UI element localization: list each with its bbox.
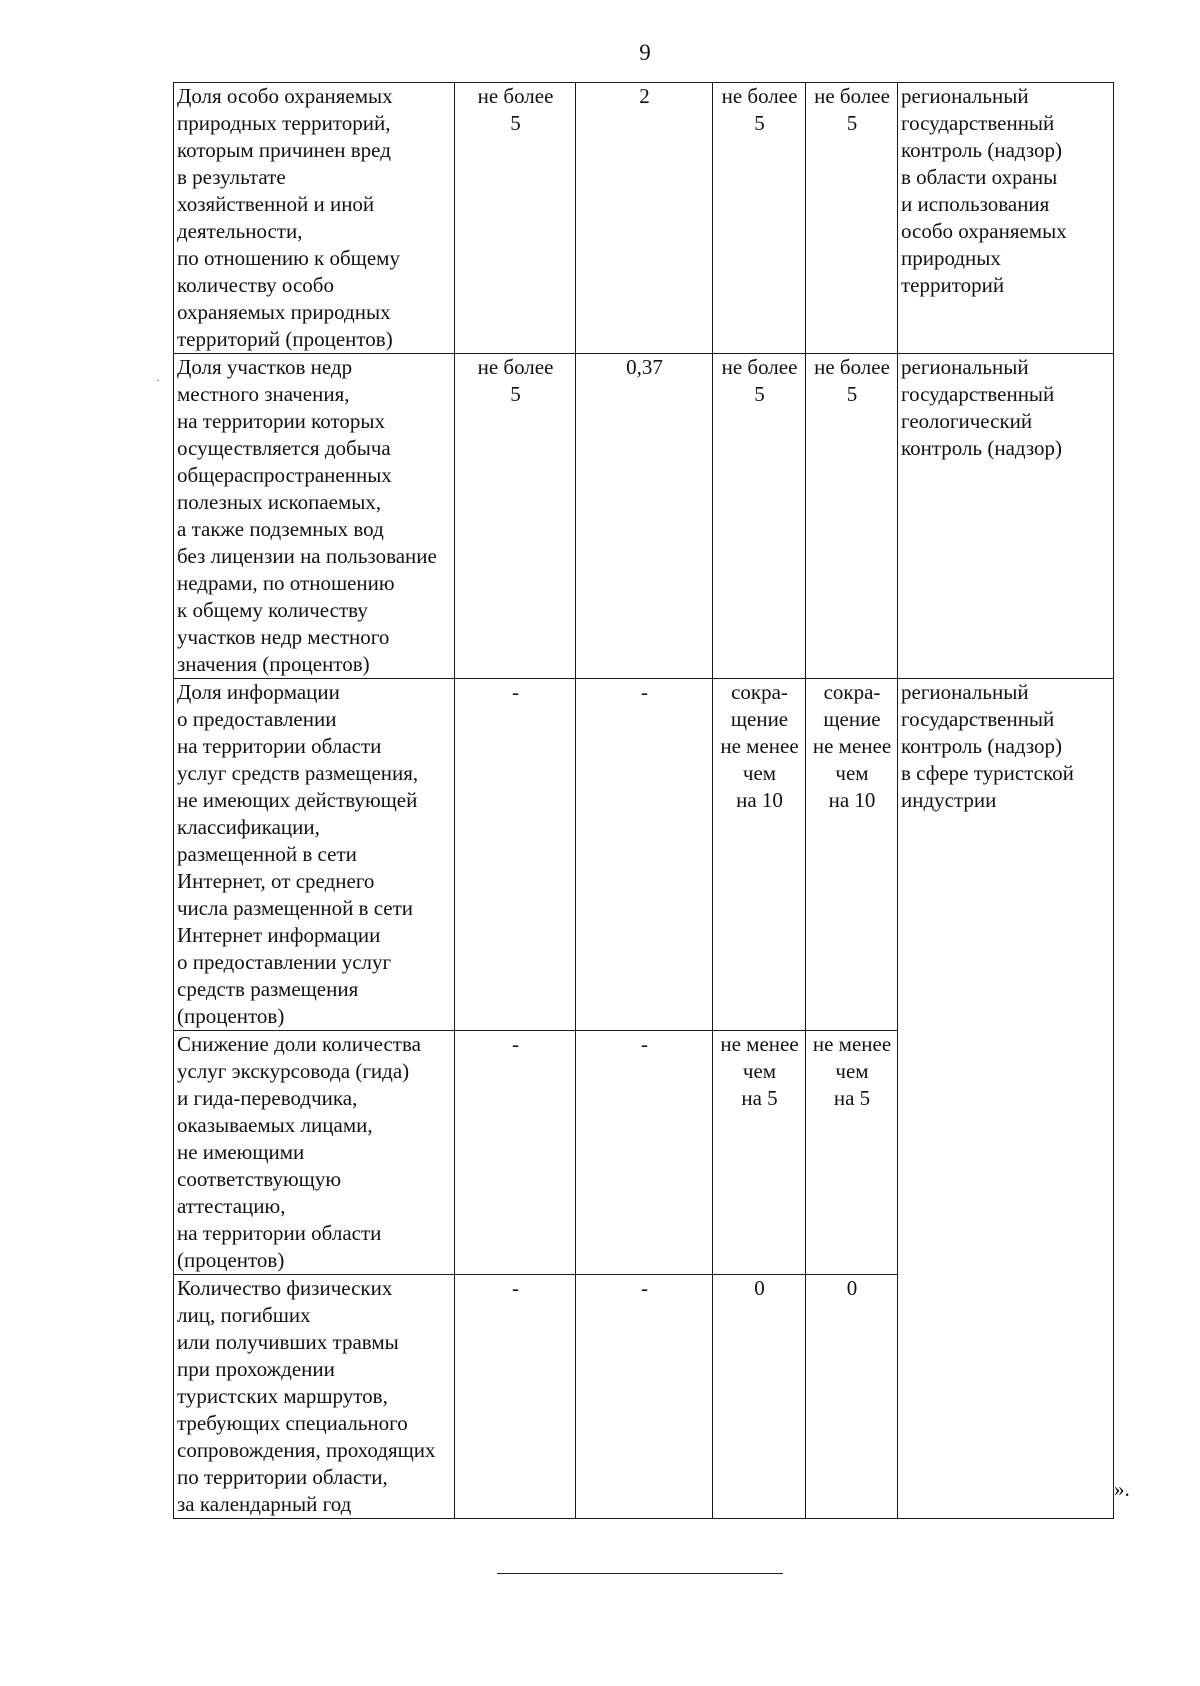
value-cell: 0 xyxy=(713,1275,806,1519)
value-cell: не менее чем на 5 xyxy=(713,1031,806,1275)
value-cell: - xyxy=(455,679,576,1031)
value-cell: не более 5 xyxy=(455,83,576,354)
value-cell: - xyxy=(576,679,713,1031)
control-type-cell: региональный государственный контроль (надзор) в области охраны и использования особо охраняемых природных территорий xyxy=(898,83,1114,354)
value-cell: - xyxy=(455,1031,576,1275)
value-cell: 2 xyxy=(576,83,713,354)
indicator-name-cell: Доля информации о предоставлении на территории области услуг средств размещения, не имеющих действующей классификации, размещенной в сети Интернет, от среднего числа размещенной в сети Интернет информации о предоставлении услуг средств размещения (процентов) xyxy=(174,679,455,1031)
value-cell: - xyxy=(455,1275,576,1519)
control-type-cell: региональный государственный контроль (надзор) в сфере туристской индустрии xyxy=(898,679,1114,1519)
indicator-name-cell: Доля особо охраняемых природных территорий, которым причинен вред в результате хозяйственной и иной деятельности, по отношению к общему количеству особо охраняемых природных территорий (процентов) xyxy=(174,83,455,354)
page-number: 9 xyxy=(639,40,651,65)
indicator-name-cell: Доля участков недр местного значения, на территории которых осуществляется добыча общераспространенных полезных ископаемых, а также подземных вод без лицензии на пользование недрами, по отношению к общему количеству участков недр местного значения (процентов) xyxy=(174,354,455,679)
control-type-cell: региональный государственный геологический контроль (надзор) xyxy=(898,354,1114,679)
indicators-table xyxy=(173,82,1114,1519)
footer-rule xyxy=(497,1573,783,1574)
value-cell: не более 5 xyxy=(713,83,806,354)
margin-mark: · xyxy=(156,373,160,387)
indicator-name-cell: Количество физических лиц, погибших или получивших травмы при прохождении туристских маршрутов, требующих специального сопровождения, проходящих по территории области, за календарный год xyxy=(174,1275,455,1519)
value-cell: сокра- щение не менее чем на 10 xyxy=(713,679,806,1031)
closing-quote: ». xyxy=(1114,1477,1130,1501)
value-cell: не более 5 xyxy=(806,354,898,679)
indicator-name-cell: Снижение доли количества услуг экскурсовода (гида) и гида-переводчика, оказываемых лицами, не имеющими соответствующую аттестацию, на территории области (процентов) xyxy=(174,1031,455,1275)
value-cell: - xyxy=(576,1031,713,1275)
value-cell: не более 5 xyxy=(806,83,898,354)
table-row xyxy=(174,679,1114,1031)
value-cell: 0 xyxy=(806,1275,898,1519)
value-cell: 0,37 xyxy=(576,354,713,679)
value-cell: - xyxy=(576,1275,713,1519)
value-cell: не более 5 xyxy=(713,354,806,679)
value-cell: сокра- щение не менее чем на 10 xyxy=(806,679,898,1031)
value-cell: не менее чем на 5 xyxy=(806,1031,898,1275)
table-row xyxy=(174,354,1114,679)
table-row xyxy=(174,83,1114,354)
value-cell: не более 5 xyxy=(455,354,576,679)
